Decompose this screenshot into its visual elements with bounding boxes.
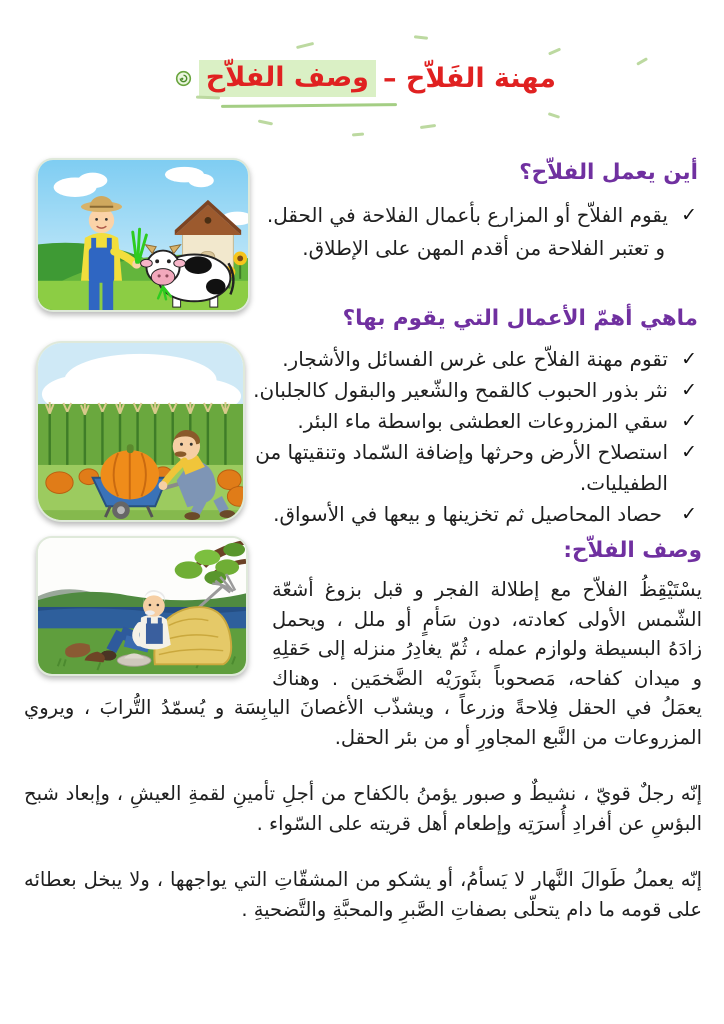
title-highlighted-part: وصف الفلاّح bbox=[199, 60, 376, 97]
list-item-text: يقوم الفلاّح أو المزارع بأعمال الفلاحة في الحقل. bbox=[266, 203, 668, 227]
farmer-feeding-cow-illustration bbox=[36, 158, 250, 312]
decorative-dash bbox=[548, 112, 560, 118]
list-item bbox=[250, 375, 698, 406]
description-paragraph: إنّه رجلٌ قويّ ، نشيطٌ و صبور يؤمنُ بالكفاح من أجلِ تأمينِ لقمةِ العيشِ ، وإبعاد شبح البؤسِ عن أفرادِ أُسرَتِه وإطعام أهل قريته على السّواء . bbox=[24, 782, 702, 835]
list-item-text: سقي المزروعات العطشى بواسطة ماء البئر. bbox=[297, 409, 668, 433]
section-where-farmer-works bbox=[250, 160, 698, 265]
checkmark-icon: ✓ bbox=[681, 410, 697, 432]
section-heading: أين يعمل الفلاّح؟ bbox=[519, 160, 698, 185]
farmer-pumpkin-wheelbarrow-illustration bbox=[36, 341, 245, 522]
description-paragraph: يسْتَيْقِظُ الفلاّح مع إطلالة الفجر و قبل بزوغ أشعّة الشّمس الأولى كعادته، دون سَأمٍ أو ملل ، ويحمل زادَهُ البسيطة ولوازم عمله ، ثُمّ يغادِرُ منزله إلى حَقلِهِ و ميدان كفاحه، مَصحوباً بثَورَيْه الضَّخمَين . وهناك يعمَلُ في الحقل فِلاحةً وزرعاً ، ويشذّب الأغصانَ اليابِسَة و يُسمّدُ التُّرابَ ، ويروي المزروعات من النَّبع المجاورِ أو من بئر الحقل. bbox=[24, 578, 702, 749]
list-item bbox=[250, 344, 698, 375]
list-item-text: نثر بذور الحبوب كالقمح والشّعير والبقول كالجلبان. bbox=[253, 378, 668, 402]
decorative-dash bbox=[258, 119, 273, 125]
decorative-dash bbox=[296, 42, 314, 49]
list-item-text: و تعتبر الفلاحة من أقدم المهن على الإطلاق. bbox=[302, 236, 665, 260]
checkmark-icon: ✓ bbox=[681, 441, 697, 463]
list-item-text: استصلاح الأرض وحرثها وإضافة السّماد وتنقيتها من الطفيليات. bbox=[255, 440, 668, 495]
list-item bbox=[250, 199, 698, 232]
section-farmer-tasks bbox=[250, 306, 698, 530]
decorative-dash bbox=[548, 47, 561, 55]
checkmark-icon: ✓ bbox=[681, 348, 697, 370]
title-plain-part: مهنة الفَلاّح – bbox=[382, 63, 556, 94]
list-item-text: حصاد المحاصيل ثم تخزينها و بيعها في الأسواق. bbox=[273, 502, 662, 526]
list-item bbox=[250, 232, 698, 265]
page-title bbox=[175, 60, 556, 97]
decorative-dash bbox=[196, 96, 220, 99]
spiral-icon bbox=[175, 70, 192, 87]
checkmark-icon: ✓ bbox=[681, 379, 697, 401]
title-underline bbox=[221, 103, 397, 108]
list-item bbox=[250, 499, 698, 530]
list-item-text: تقوم مهنة الفلاّح على غرس الفسائل والأشجار. bbox=[282, 347, 668, 371]
decorative-dash bbox=[420, 124, 436, 129]
decorative-dash bbox=[636, 57, 648, 65]
description-paragraph: إنّه يعملُ طَوالَ النَّهار لا يَسأمُ، أو يشكو من المشقّاتِ التي يواجهها ، ولا يبخل بعطائه على قومه ما دام يتحلّى بصفاتِ الصَّبرِ والمحبَّةِ والتَّضحيةِ . bbox=[24, 868, 702, 921]
section-heading: ماهي أهمّ الأعمال التي يقوم بها؟ bbox=[342, 306, 698, 331]
section-heading: وصف الفلاّح: bbox=[563, 538, 702, 563]
farmer-resting-haystack-illustration bbox=[36, 536, 248, 676]
checkmark-icon: ✓ bbox=[681, 503, 697, 525]
decorative-dash bbox=[414, 35, 428, 39]
list-item bbox=[250, 437, 698, 499]
decorative-dash bbox=[352, 132, 364, 136]
section-farmer-description bbox=[24, 534, 702, 951]
list-item bbox=[250, 406, 698, 437]
checkmark-icon: ✓ bbox=[681, 204, 697, 226]
